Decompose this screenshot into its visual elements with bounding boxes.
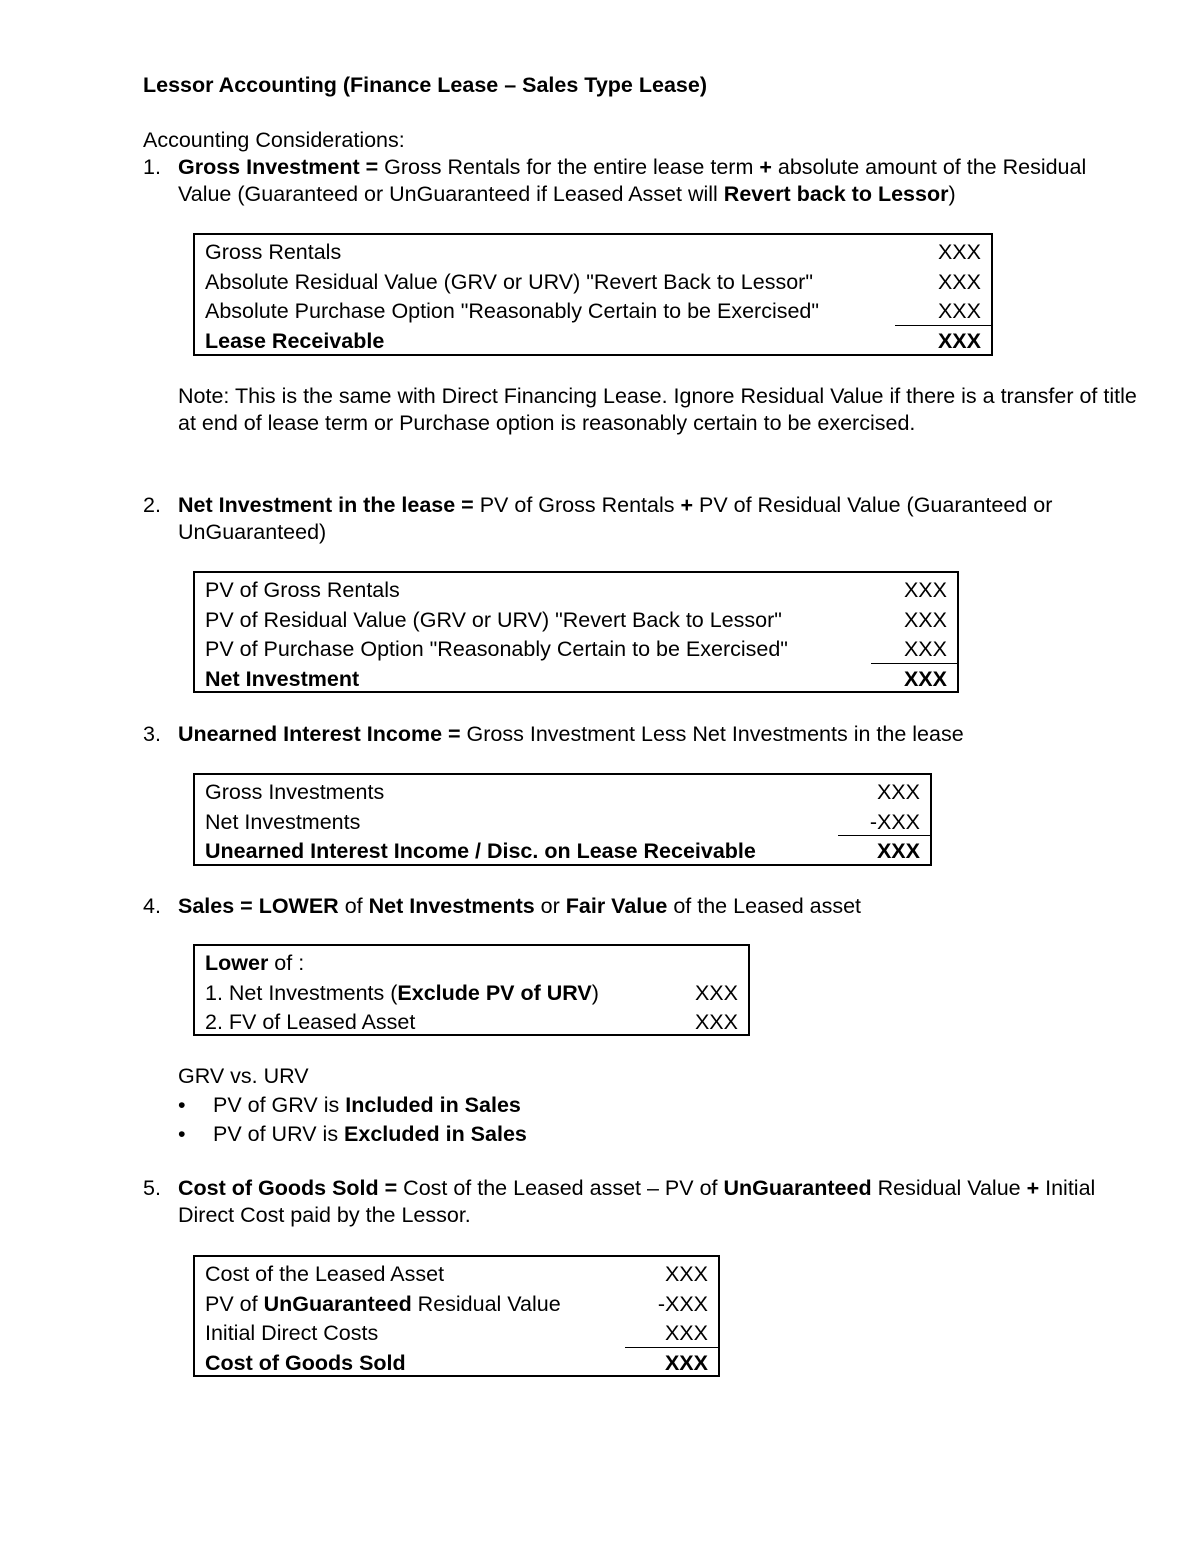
plus-sign: + [1026, 1176, 1040, 1200]
item-text: or [534, 894, 566, 918]
row-value: XXX [937, 269, 981, 294]
row-label: Absolute Purchase Option "Reasonably Certain to be Exercised" [205, 299, 820, 323]
row-value: -XXX [869, 809, 920, 834]
table-row [195, 1319, 718, 1349]
item-number: 1. [143, 155, 161, 179]
total-label: Unearned Interest Income / Disc. on Lease Receivable [205, 839, 756, 863]
item-text: Gross Rentals for the entire lease term [378, 155, 760, 179]
item-text: Cost of the Leased asset – PV of [397, 1176, 724, 1200]
table-row [195, 808, 930, 838]
item-5 [143, 1175, 1143, 1229]
item-text: PV of Gross Rentals [473, 493, 681, 517]
row-value: XXX [903, 578, 947, 602]
total-row [195, 1349, 718, 1379]
item-text: absolute amount of the Residual Value (Guaranteed or UnGuaranteed if Leased Asset will [178, 155, 1087, 206]
table-row [195, 1008, 748, 1038]
item-text: of [338, 894, 369, 918]
item-emphasis: Fair Value [565, 894, 668, 918]
total-value: XXX [903, 666, 947, 691]
total-label: Lease Receivable [205, 328, 385, 353]
list-item [178, 1091, 527, 1120]
item-term: Unearned Interest Income = [178, 722, 461, 746]
item-4 [143, 893, 1143, 920]
total-value: XXX [937, 328, 981, 353]
gross-investment-table [193, 233, 993, 356]
total-value: XXX [876, 839, 920, 863]
row-value: XXX [664, 1262, 708, 1286]
item-text: PV of URV is [213, 1122, 345, 1146]
row-label [205, 979, 599, 1009]
row-label: Cost of the Leased Asset [205, 1262, 445, 1286]
row-value: XXX [664, 1321, 708, 1345]
row-label: Net Investments [205, 809, 361, 834]
row-label: Initial Direct Costs [205, 1321, 379, 1345]
row-value: XXX [937, 240, 981, 264]
row-label: PV of Residual Value (GRV or URV) "Revert Back to Lessor" [205, 607, 782, 632]
item-term: Net Investment in the lease = [178, 493, 474, 517]
item-emphasis: UnGuaranteed [723, 1176, 872, 1200]
row-value: XXX [937, 299, 981, 323]
row-label [205, 1290, 561, 1320]
plus-sign: + [680, 493, 694, 517]
row-value: XXX [903, 607, 947, 632]
row-label: 2. FV of Leased Asset [205, 1010, 416, 1034]
table-header-row [195, 949, 748, 979]
item-number: 5. [143, 1176, 161, 1200]
note-paragraph: Note: This is the same with Direct Financing Lease. Ignore Residual Value if there is a transfer of title at end of lease term or Purchase option is reasonably certain to be exercised. [178, 384, 1137, 435]
bullet-icon: • [178, 1122, 186, 1146]
grv-vs-urv-heading: GRV vs. URV [178, 1064, 309, 1088]
table-row [195, 1290, 718, 1320]
row-value: XXX [876, 780, 920, 804]
label-text: 1. Net Investments ( [205, 980, 398, 1005]
total-label: Net Investment [205, 666, 360, 691]
subtotal-rule [838, 835, 930, 836]
table-row [195, 1260, 718, 1290]
total-row [195, 327, 991, 357]
table-row [195, 778, 930, 808]
table-row [195, 268, 991, 298]
net-investment-table [193, 571, 959, 693]
total-row [195, 837, 930, 867]
page-title: Lessor Accounting (Finance Lease – Sales Type Lease) [143, 73, 707, 97]
plus-sign: + [759, 155, 772, 179]
header-text: of : [268, 951, 305, 975]
item-1 [143, 154, 1143, 208]
table-row [195, 576, 957, 606]
item-term: Sales = LOWER [178, 894, 339, 918]
item-2 [143, 492, 1143, 546]
item-text: of the Leased asset [667, 894, 862, 918]
item-emphasis: Revert back to Lessor [723, 182, 949, 206]
sales-table [193, 944, 750, 1036]
total-value: XXX [664, 1350, 708, 1375]
item-number: 3. [143, 722, 161, 746]
item-emphasis: Net Investments [368, 894, 535, 918]
item-emphasis: Excluded in Sales [344, 1122, 527, 1146]
table-row [195, 606, 957, 636]
row-label: Gross Rentals [205, 240, 342, 264]
row-value: -XXX [657, 1291, 708, 1316]
label-text: PV of [205, 1291, 264, 1316]
item-text: Residual Value [871, 1176, 1027, 1200]
header-emphasis: Lower [205, 951, 269, 975]
row-value: XXX [903, 637, 947, 661]
item-text: PV of Residual Value (Guaranteed or UnGuaranteed) [178, 493, 1053, 544]
label-text: Residual Value [411, 1291, 561, 1316]
row-label: PV of Purchase Option "Reasonably Certain to be Exercised" [205, 637, 788, 661]
table-row [195, 238, 991, 268]
table-row [195, 297, 991, 327]
item-text: Initial Direct Cost paid by the Lessor. [178, 1176, 1096, 1227]
grv-urv-bullet-list [178, 1091, 527, 1149]
intro-text: Accounting Considerations: [143, 128, 405, 152]
table-row [195, 635, 957, 665]
label-text: ) [591, 980, 599, 1005]
item-term: Gross Investment = [178, 155, 379, 179]
row-value: XXX [694, 1010, 738, 1034]
item-number: 2. [143, 493, 161, 517]
row-label: Absolute Residual Value (GRV or URV) "Revert Back to Lessor" [205, 269, 813, 294]
unearned-interest-table [193, 773, 932, 866]
item-number: 4. [143, 894, 161, 918]
cost-of-goods-sold-table [193, 1255, 720, 1377]
label-emphasis: Exclude PV of URV [397, 980, 592, 1005]
item-text: PV of GRV is [213, 1093, 346, 1117]
total-row [195, 665, 957, 695]
row-label: PV of Gross Rentals [205, 578, 400, 602]
label-emphasis: UnGuaranteed [263, 1291, 412, 1316]
row-value: XXX [694, 980, 738, 1005]
item-term: Cost of Goods Sold = [178, 1176, 398, 1200]
item-emphasis: Included in Sales [345, 1093, 521, 1117]
item-3 [143, 721, 1143, 748]
list-item [178, 1120, 527, 1149]
total-label: Cost of Goods Sold [205, 1350, 406, 1375]
item-text: ) [948, 182, 956, 206]
bullet-icon: • [178, 1093, 186, 1117]
item-text: Gross Investment Less Net Investments in the lease [460, 722, 964, 746]
table-row [195, 979, 748, 1009]
row-label: Gross Investments [205, 780, 385, 804]
